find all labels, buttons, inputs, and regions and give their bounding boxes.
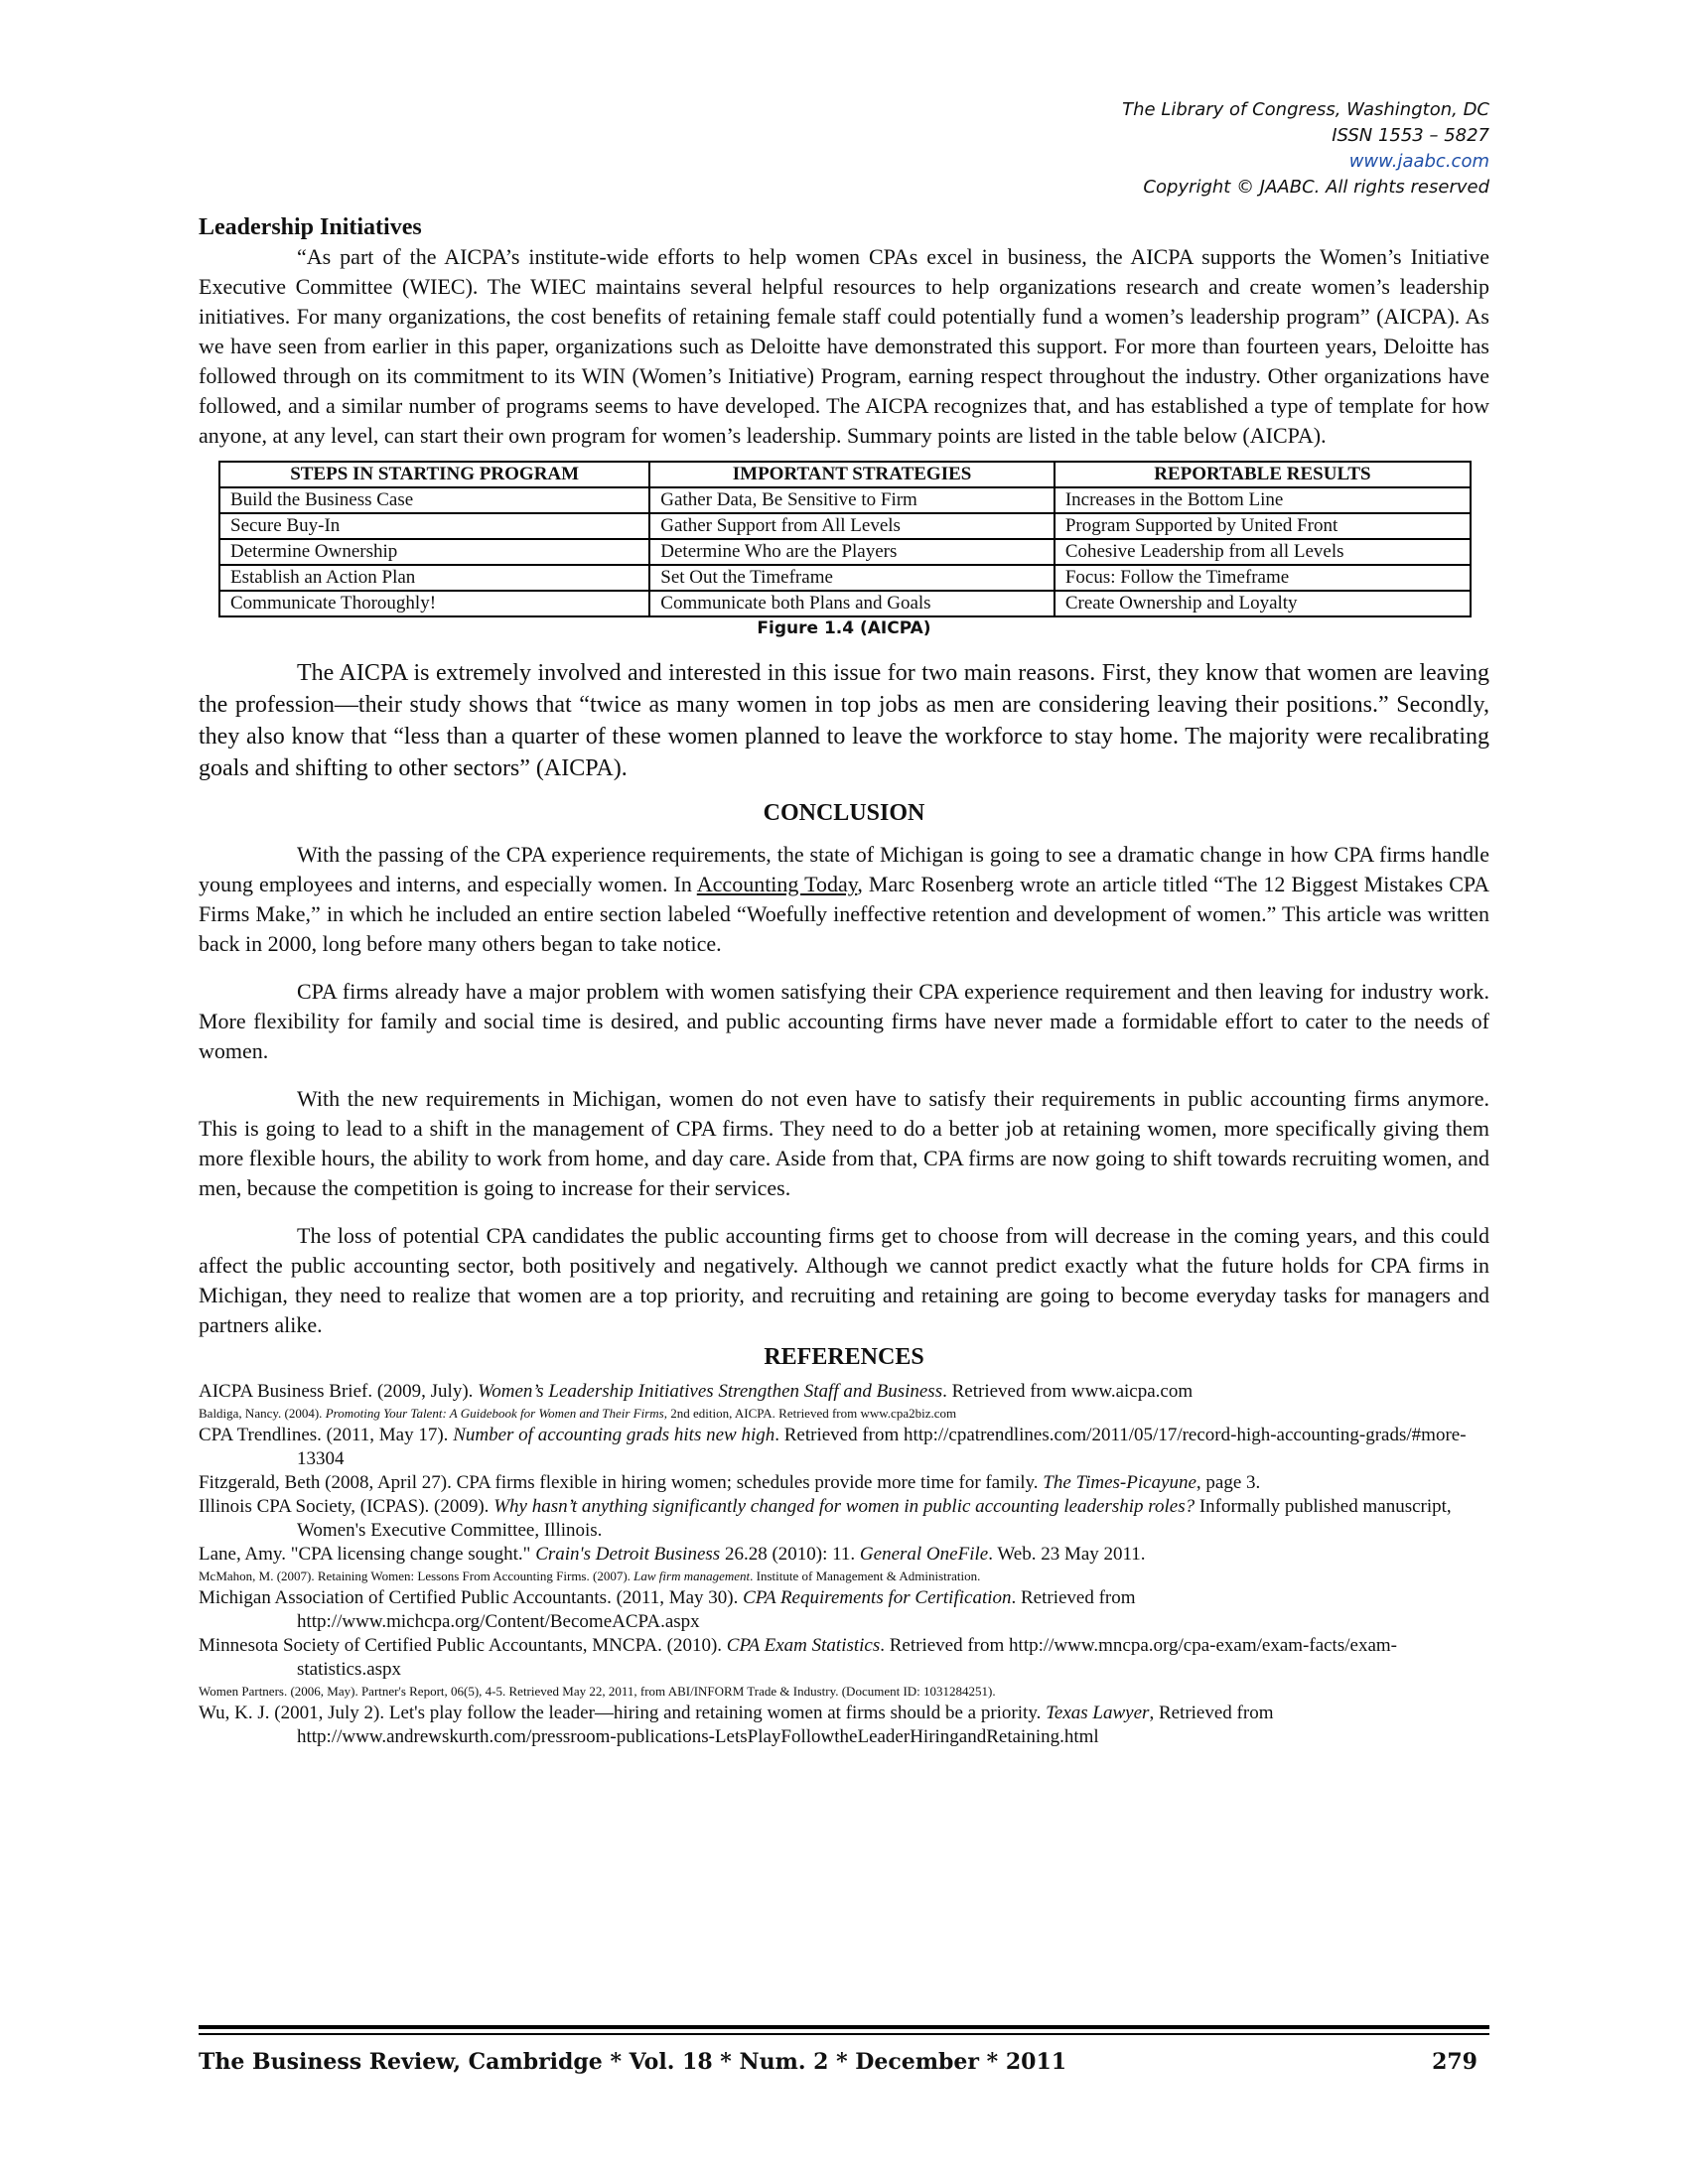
- ref-title: CPA Exam Statistics: [726, 1635, 881, 1656]
- ref-title: Why hasn’t anything significantly changed for women in public accounting leadership roles?: [493, 1496, 1196, 1517]
- aicpa-paragraph: The AICPA is extremely involved and interested in this issue for two main reasons. First, they know that women are leaving the profession—their study shows that “twice as many women in top jobs as men are considering leaving their positions.” Secondly, they also know that “less than a quarter of these women planned to leave the workforce to stay home. The majority were recalibrating goals and shifting to other sectors” (AICPA).: [199, 660, 1489, 781]
- ref-text: . Retrieved from http://cpatrendlines.com/2011/05/17/record-high-accounting-grads/#more-13304: [297, 1425, 1467, 1469]
- ref-text: , Retrieved from http://www.andrewskurth.com/pressroom-publications-LetsPlayFollowtheLeaderHiringandRetaining.html: [297, 1703, 1274, 1747]
- conclusion-paragraph-1: [199, 840, 1489, 959]
- references-list: [199, 1380, 1489, 1749]
- ref-text: , 2nd edition, AICPA. Retrieved from www.cpa2biz.com: [663, 1406, 957, 1421]
- ref-text: . Institute of Management & Administration.: [750, 1569, 981, 1583]
- footer-journal-citation: The Business Review, Cambridge * Vol. 18 * Num. 2 * December * 2011: [199, 2049, 1067, 2075]
- conclusion-paragraph-4: The loss of potential CPA candidates the public accounting firms get to choose from will decrease in the coming years, and this could affect the public accounting sector, both positively and negatively. Although we cannot predict exactly what the future holds for CPA firms in Michigan, they need to realize that women are a top priority, and recruiting and retaining are going to become everyday tasks for managers and partners alike.: [199, 1223, 1489, 1337]
- conclusion-paragraph-3: With the new requirements in Michigan, women do not even have to satisfy their requirements in public accounting firms anymore. This is going to lead to a shift in the management of CPA firms. They need to do a better job at retaining women, more specifically giving them more flexible hours, the ability to work from home, and day care. Aside from that, CPA firms are now going to shift towards recruiting women, and men, because the competition is going to increase for their services.: [199, 1086, 1489, 1200]
- table-cell: Cohesive Leadership from all Levels: [1055, 539, 1471, 565]
- table-cell: Communicate Thoroughly!: [219, 591, 649, 616]
- journal-header: [1122, 97, 1489, 201]
- ref-text: Wu, K. J. (2001, July 2). Let's play follow the leader—hiring and retaining women at firms should be a priority.: [199, 1703, 1047, 1723]
- table-cell: Establish an Action Plan: [219, 565, 649, 591]
- table-cell: Set Out the Timeframe: [649, 565, 1055, 591]
- conclusion-paragraph-2: CPA firms already have a major problem with women satisfying their CPA experience requirement and then leaving for industry work. More flexibility for family and social time is desired, and public accounting firms have never made a formidable effort to cater to the needs of women.: [199, 979, 1489, 1063]
- ref-title: CPA Requirements for Certification: [743, 1587, 1012, 1608]
- table-cell: Focus: Follow the Timeframe: [1055, 565, 1471, 591]
- header-link-website[interactable]: www.jaabc.com: [1348, 151, 1489, 172]
- header-line-library: The Library of Congress, Washington, DC: [1122, 99, 1489, 120]
- conclusion-p1-text: With the passing of the CPA experience requirements, the state of Michigan is going to see a dramatic change in how CPA firms handle young employees and interns, and especially women. In: [199, 842, 1489, 896]
- ref-text: , page 3.: [1196, 1472, 1261, 1493]
- table-header-cell: IMPORTANT STRATEGIES: [649, 462, 1055, 487]
- reference-item: [199, 1380, 1489, 1404]
- reference-item: [199, 1586, 1489, 1634]
- header-line-issn: ISSN 1553 – 5827: [1332, 125, 1489, 146]
- ref-text: . Retrieved from www.aicpa.com: [942, 1381, 1194, 1402]
- ref-text: 26.28 (2010): 11.: [720, 1544, 860, 1565]
- section-title-references: REFERENCES: [764, 1344, 924, 1370]
- table-header-cell: REPORTABLE RESULTS: [1055, 462, 1471, 487]
- table-cell: Gather Support from All Levels: [649, 513, 1055, 539]
- ref-text: Baldiga, Nancy. (2004).: [199, 1406, 326, 1421]
- header-line-copyright: Copyright © JAABC. All rights reserved: [1143, 177, 1489, 198]
- page-number: 279: [1432, 2049, 1477, 2075]
- ref-title: Texas Lawyer: [1046, 1703, 1150, 1723]
- ref-title: The Times-Picayune: [1043, 1472, 1196, 1493]
- table-cell: Gather Data, Be Sensitive to Firm: [649, 487, 1055, 513]
- table-cell: Communicate both Plans and Goals: [649, 591, 1055, 616]
- footer-rule-thin: [199, 2033, 1489, 2035]
- ref-text: CPA Trendlines. (2011, May 17).: [199, 1425, 454, 1445]
- table-cell: Determine Who are the Players: [649, 539, 1055, 565]
- table-cell: Secure Buy-In: [219, 513, 649, 539]
- ref-text: Fitzgerald, Beth (2008, April 27). CPA firms flexible in hiring women; schedules provide more time for family.: [199, 1472, 1044, 1493]
- table-row: [219, 513, 1471, 539]
- program-steps-table: [218, 461, 1472, 617]
- leadership-paragraph: “As part of the AICPA’s institute-wide efforts to help women CPAs excel in business, the AICPA supports the Women’s Initiative Executive Committee (WIEC). The WIEC maintains several helpful resources to help organizations research and create women’s leadership initiatives. For many organizations, the cost benefits of retaining female staff could potentially fund a women’s leadership program” (AICPA). As we have seen from earlier in this paper, organizations such as Deloitte have demonstrated this support. For more than fourteen years, Deloitte has followed through on its commitment to its WIN (Women’s Initiative) Program, earning respect throughout the industry. Other organizations have followed, and a similar number of programs seems to have developed. The AICPA recognizes that, and has established a type of template for how anyone, at any level, can start their own program for women’s leadership. Summary points are listed in the table below (AICPA).: [199, 244, 1489, 448]
- table-header-row: [219, 462, 1471, 487]
- reference-item: [199, 1495, 1489, 1543]
- reference-item: [199, 1634, 1489, 1682]
- ref-title: Promoting Your Talent: A Guidebook for Women and Their Firms: [325, 1406, 664, 1421]
- table-cell: Determine Ownership: [219, 539, 649, 565]
- ref-text: Michigan Association of Certified Public Accountants. (2011, May 30).: [199, 1587, 744, 1608]
- table-cell: Program Supported by United Front: [1055, 513, 1471, 539]
- ref-title: General OneFile: [859, 1544, 989, 1565]
- page-content: [199, 212, 1489, 1749]
- reference-item: [199, 1404, 1489, 1424]
- section-title-leadership: Leadership Initiatives: [199, 214, 422, 240]
- table-header-cell: STEPS IN STARTING PROGRAM: [219, 462, 649, 487]
- table-row: [219, 565, 1471, 591]
- reference-item: Women Partners. (2006, May). Partner's Report, 06(5), 4-5. Retrieved May 22, 2011, from ABI/INFORM Trade & Industry. (Document ID: 1031284251).: [199, 1684, 996, 1699]
- ref-title: Law firm management: [633, 1569, 751, 1583]
- ref-text: Minnesota Society of Certified Public Accountants, MNCPA. (2010).: [199, 1635, 727, 1656]
- ref-text: AICPA Business Brief. (2009, July).: [199, 1381, 479, 1402]
- reference-item: [199, 1424, 1489, 1471]
- table-row: [219, 487, 1471, 513]
- ref-title: Number of accounting grads hits new high: [453, 1425, 775, 1445]
- ref-title: Women’s Leadership Initiatives Strengthen Staff and Business: [478, 1381, 943, 1402]
- ref-text: . Web. 23 May 2011.: [988, 1544, 1146, 1565]
- ref-text: . Retrieved from http://www.michcpa.org/Content/BecomeACPA.aspx: [297, 1587, 1136, 1632]
- reference-item: [199, 1471, 1489, 1495]
- table-row: [219, 591, 1471, 616]
- reference-item: [199, 1543, 1489, 1567]
- ref-text: . Retrieved from http://www.mncpa.org/cpa-exam/exam-facts/exam-statistics.aspx: [297, 1635, 1397, 1680]
- footer-rule-thick: [199, 2025, 1489, 2029]
- accounting-today-title: Accounting Today: [696, 872, 858, 896]
- table-row: [219, 539, 1471, 565]
- table-cell: Build the Business Case: [219, 487, 649, 513]
- ref-title: Crain's Detroit Business: [535, 1544, 721, 1565]
- ref-text: Lane, Amy. "CPA licensing change sought.": [199, 1544, 536, 1565]
- table-cell: Create Ownership and Loyalty: [1055, 591, 1471, 616]
- ref-text: McMahon, M. (2007). Retaining Women: Lessons From Accounting Firms. (2007).: [199, 1569, 634, 1583]
- figure-caption: Figure 1.4 (AICPA): [757, 618, 931, 638]
- section-title-conclusion: CONCLUSION: [763, 800, 925, 826]
- reference-item: [199, 1567, 1489, 1586]
- conclusion-p1-text-end: , Marc Rosenberg wrote an article titled “The 12 Biggest Mistakes CPA Firms Make,” in which he included an entire section labeled “Woefully ineffective retention and development of women.” This article was written back in 2000, long before many others began to take notice.: [199, 872, 1490, 956]
- ref-text: Informally published manuscript, Women's Executive Committee, Illinois.: [297, 1496, 1452, 1541]
- reference-item: [199, 1702, 1489, 1749]
- table-cell: Increases in the Bottom Line: [1055, 487, 1471, 513]
- ref-text: Illinois CPA Society, (ICPAS). (2009).: [199, 1496, 494, 1517]
